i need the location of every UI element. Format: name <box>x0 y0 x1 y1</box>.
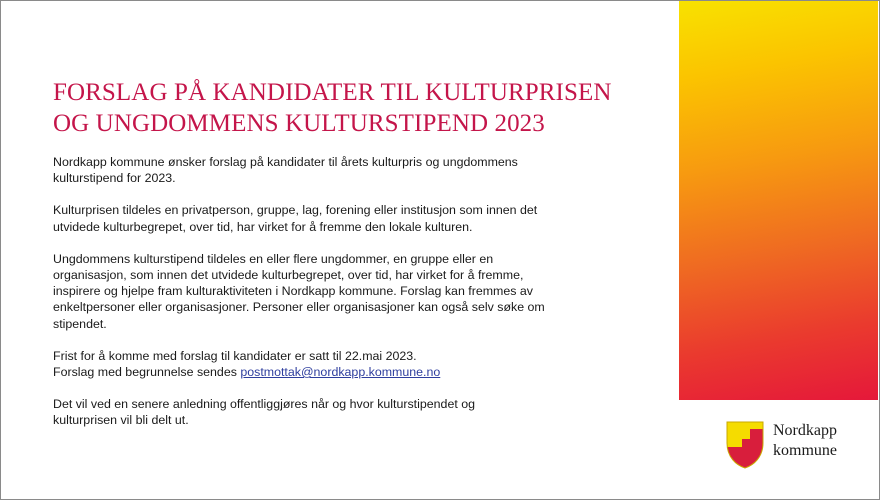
kulturprisen-paragraph <box>53 202 633 234</box>
deadline-prefix: Forslag med begrunnelse sendes <box>53 365 241 380</box>
stipend-line-4: enkeltpersoner eller organisasjoner. Personer eller organisasjoner kan også selv søke om <box>53 300 545 315</box>
deadline-line-1: Frist for å komme med forslag til kandidater er satt til 22.mai 2023. <box>53 348 417 363</box>
kulturprisen-line-2: utvidede kulturbegrepet, over tid, har virket for å fremme den lokale kulturen. <box>53 219 473 234</box>
title-line-1: FORSLAG PÅ KANDIDATER TIL KULTURPRISEN <box>53 79 612 106</box>
stipend-paragraph <box>53 251 633 332</box>
intro-paragraph <box>53 154 633 186</box>
stipend-line-1: Ungdommens kulturstipend tildeles en eller flere ungdommer, en gruppe eller en <box>53 251 494 266</box>
stipend-line-5: stipendet. <box>53 316 107 331</box>
logo-line-1: Nordkapp <box>773 422 837 439</box>
stipend-line-3: inspirere og hjelpe fram kulturaktiviteten i Nordkapp kommune. Forslag kan fremmes av <box>53 284 533 299</box>
title-line-2: OG UNGDOMMENS KULTURSTIPEND 2023 <box>53 110 545 137</box>
page-title <box>53 77 653 139</box>
closing-line-2: kulturprisen vil bli delt ut. <box>53 413 189 428</box>
intro-line-1: Nordkapp kommune ønsker forslag på kandidater til årets kulturpris og ungdommens <box>53 155 518 169</box>
logo-line-2: kommune <box>773 442 837 459</box>
stipend-line-2: organisasjon, som innen det utvidede kulturbegrepet, over tid, har virket for å fremme, <box>53 268 524 283</box>
closing-line-1: Det vil ved en senere anledning offentliggjøres når og hvor kulturstipendet og <box>53 397 476 412</box>
kulturprisen-line-1: Kulturprisen tildeles en privatperson, gruppe, lag, forening eller institusjon som innen det <box>53 203 538 218</box>
closing-paragraph <box>53 396 633 428</box>
body-text <box>53 154 633 445</box>
coat-of-arms-icon <box>726 421 764 469</box>
deadline-line-2 <box>53 364 633 380</box>
gradient-decoration-panel <box>679 1 878 400</box>
logo-wordmark <box>773 421 837 461</box>
nordkapp-logo <box>726 420 856 470</box>
email-link[interactable]: postmottak@nordkapp.kommune.no <box>240 365 441 380</box>
intro-line-2: kulturstipend for 2023. <box>53 171 176 186</box>
deadline-paragraph <box>53 348 633 380</box>
